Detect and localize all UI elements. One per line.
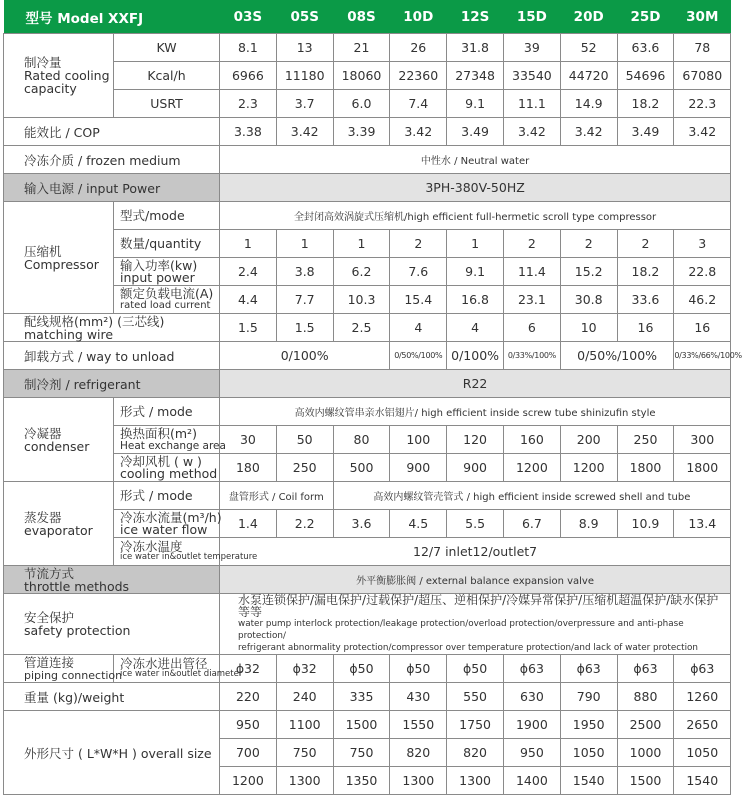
value-cell: 240 bbox=[276, 683, 333, 711]
value-cell: 16.8 bbox=[447, 286, 504, 314]
safety-label bbox=[4, 594, 220, 655]
value-cell: 180 bbox=[220, 454, 277, 482]
value-cell: 1800 bbox=[617, 454, 674, 482]
value-cell: 1300 bbox=[447, 767, 504, 795]
value-cell: 11.1 bbox=[503, 90, 560, 118]
throttle-row bbox=[4, 566, 731, 594]
value-cell: 30.8 bbox=[560, 286, 617, 314]
cooling-usrt-row bbox=[4, 90, 731, 118]
value-cell: 18.2 bbox=[617, 90, 674, 118]
value-cell: 2.2 bbox=[276, 510, 333, 538]
value-cell: 900 bbox=[390, 454, 447, 482]
value-cell: 750 bbox=[276, 739, 333, 767]
value-cell: 23.1 bbox=[503, 286, 560, 314]
safety-en-1: water pump interlock protection/leakage protection/overload protection/overpressure and anti-phase protection/ bbox=[238, 619, 684, 641]
value-cell: ϕ50 bbox=[447, 655, 504, 683]
cooling-kw-row bbox=[4, 34, 731, 62]
unload-value: 0/50%/100% bbox=[390, 342, 447, 370]
value-cell: 3.6 bbox=[333, 510, 390, 538]
value-cell: 10.3 bbox=[333, 286, 390, 314]
quantity-label: 数量/quantity bbox=[114, 230, 220, 258]
power-label: 输入电源 / input Power bbox=[4, 174, 220, 202]
label-en: piping connection bbox=[24, 668, 123, 682]
value-cell: 1350 bbox=[333, 767, 390, 795]
spec-table bbox=[3, 0, 742, 795]
value-cell: 1300 bbox=[276, 767, 333, 795]
value-cell: 1200 bbox=[503, 454, 560, 482]
condenser-mode-row bbox=[4, 398, 731, 426]
evaporator-label bbox=[4, 482, 114, 566]
compressor-input-row bbox=[4, 258, 731, 286]
value-cell: 1000 bbox=[617, 739, 674, 767]
label-en: input power bbox=[120, 269, 195, 285]
value-cell: 880 bbox=[617, 683, 674, 711]
current-label bbox=[114, 286, 220, 314]
flow-label bbox=[114, 510, 220, 538]
evaporator-flow-row bbox=[4, 510, 731, 538]
value-cell: 10.9 bbox=[617, 510, 674, 538]
condenser-label bbox=[4, 398, 114, 482]
value-cell: 250 bbox=[617, 426, 674, 454]
value-cell: 44720 bbox=[560, 62, 617, 90]
value-cell: 1.5 bbox=[220, 314, 277, 342]
compressor-quantity-row bbox=[4, 230, 731, 258]
label-en: safety protection bbox=[24, 623, 131, 638]
value-cell: 22.3 bbox=[674, 90, 731, 118]
wire-row bbox=[4, 314, 731, 342]
value-cell: 2 bbox=[503, 230, 560, 258]
value-cell: 1100 bbox=[276, 711, 333, 739]
compressor-current-row bbox=[4, 286, 731, 314]
value-cell: 2.5 bbox=[333, 314, 390, 342]
value-cell: 1200 bbox=[220, 767, 277, 795]
value-cell: 950 bbox=[503, 739, 560, 767]
safety-en-2: refrigerant abnormality protection/compressor over temperature protection/and lack of water protection bbox=[238, 643, 698, 653]
refrigerant-label: 制冷剂 / refrigerant bbox=[4, 370, 220, 398]
piping-label bbox=[4, 654, 123, 683]
value-cell: 10 bbox=[560, 314, 617, 342]
value-cell: 8.9 bbox=[560, 510, 617, 538]
value-cell: 3.42 bbox=[674, 118, 731, 146]
value-cell: 950 bbox=[220, 711, 277, 739]
medium-row bbox=[4, 146, 731, 174]
label-cn: 制冷量 bbox=[24, 55, 62, 70]
value-cell: 220 bbox=[220, 683, 277, 711]
unit-usrt: USRT bbox=[114, 90, 220, 118]
model-header: 10D bbox=[390, 0, 447, 34]
value-cell: 300 bbox=[674, 426, 731, 454]
label-en: matching wire bbox=[24, 326, 114, 342]
label-en: Heat exchange area bbox=[120, 439, 226, 452]
label-cn: 配线规格(mm²) (三芯线) bbox=[24, 313, 165, 329]
size-label: 外形尺寸 ( L*W*H ) overall size bbox=[4, 711, 220, 795]
model-header: 05S bbox=[276, 0, 333, 34]
value-cell: 250 bbox=[276, 454, 333, 482]
unload-value: 0/100% bbox=[220, 342, 390, 370]
condenser-mode-label: 形式 / mode bbox=[114, 398, 220, 426]
value-cell: 54696 bbox=[617, 62, 674, 90]
weight-label: 重量 (kg)/weight bbox=[4, 683, 220, 711]
safety-cn: 水泵连锁保护/漏电保护/过载保护/超压、逆相保护/冷媒异常保护/压缩机超温保护/缺水保护 等等 bbox=[238, 593, 719, 619]
value-cell: 3.42 bbox=[276, 118, 333, 146]
value-cell: 750 bbox=[333, 739, 390, 767]
label-en: Rated cooling capacity bbox=[24, 68, 110, 96]
value-cell: ϕ63 bbox=[617, 655, 674, 683]
evaporator-mode-row bbox=[4, 482, 731, 510]
evaporator-temp-row bbox=[4, 538, 731, 566]
unit-kw: KW bbox=[114, 34, 220, 62]
label-cn: 输入功率(kw) bbox=[120, 257, 198, 273]
value-cell: 3.42 bbox=[560, 118, 617, 146]
value-cell: 80 bbox=[333, 426, 390, 454]
condenser-fan-row bbox=[4, 454, 731, 482]
value-cell: 1.5 bbox=[276, 314, 333, 342]
label-cn: 冷冻水温度 bbox=[120, 539, 183, 554]
label-cn: 安全保护 bbox=[24, 610, 75, 625]
header-row bbox=[4, 0, 731, 34]
value-cell: 1 bbox=[333, 230, 390, 258]
cop-row bbox=[4, 118, 731, 146]
value-cell: 21 bbox=[333, 34, 390, 62]
model-header: 03S bbox=[220, 0, 277, 34]
value-cell: 1540 bbox=[674, 767, 731, 795]
value-cell: 31.8 bbox=[447, 34, 504, 62]
value-cell: 3.8 bbox=[276, 258, 333, 286]
label-cn: 冷冻水进出管径 bbox=[120, 656, 208, 671]
value-cell: 46.2 bbox=[674, 286, 731, 314]
wire-label bbox=[4, 314, 220, 342]
weight-row bbox=[4, 683, 731, 711]
value-cell: ϕ32 bbox=[276, 655, 333, 683]
value-cell: 1550 bbox=[390, 711, 447, 739]
value-cell: 15.4 bbox=[390, 286, 447, 314]
value-cell: 1200 bbox=[560, 454, 617, 482]
value-cell: 1050 bbox=[560, 739, 617, 767]
medium-value: 中性水 / Neutral water bbox=[220, 146, 731, 174]
value-cell: 3.39 bbox=[333, 118, 390, 146]
label-cn: 换热面积(m²) bbox=[120, 425, 197, 441]
label-en: ice water flow bbox=[120, 521, 208, 537]
compressor-label bbox=[4, 202, 114, 314]
value-cell: 820 bbox=[390, 739, 447, 767]
unload-value: 0/50%/100% bbox=[560, 342, 674, 370]
value-cell: 14.9 bbox=[560, 90, 617, 118]
value-cell: 2.3 bbox=[220, 90, 277, 118]
label-en: throttle methods bbox=[24, 578, 130, 594]
value-cell: 50 bbox=[276, 426, 333, 454]
value-cell: 1260 bbox=[674, 683, 731, 711]
fan-label bbox=[114, 454, 220, 482]
label-en: condenser bbox=[24, 438, 90, 454]
value-cell: 1950 bbox=[560, 711, 617, 739]
evaporator-mode-label: 形式 / mode bbox=[114, 482, 220, 510]
value-cell: 1900 bbox=[503, 711, 560, 739]
value-cell: 1 bbox=[276, 230, 333, 258]
label-cn: 冷却风机 ( w ) bbox=[120, 453, 202, 469]
model-header: 25D bbox=[617, 0, 674, 34]
safety-value bbox=[220, 594, 731, 655]
value-cell: 16 bbox=[674, 314, 731, 342]
value-cell: 1 bbox=[447, 230, 504, 258]
temp-value: 12/7 inlet12/outlet7 bbox=[220, 538, 731, 566]
value-cell: 1500 bbox=[617, 767, 674, 795]
value-cell: 4 bbox=[447, 314, 504, 342]
medium-label: 冷冻介质 / frozen medium bbox=[4, 146, 220, 174]
unload-row bbox=[4, 342, 731, 370]
safety-row bbox=[4, 594, 731, 655]
value-cell: 120 bbox=[447, 426, 504, 454]
value-cell: 1500 bbox=[333, 711, 390, 739]
value-cell: 63.6 bbox=[617, 34, 674, 62]
model-header: 20D bbox=[560, 0, 617, 34]
value-cell: 100 bbox=[390, 426, 447, 454]
unload-value: 0/33%/100% bbox=[503, 342, 560, 370]
evaporator-mode-value: 高效内螺纹管壳管式 / high efficient inside screwed shell and tube bbox=[333, 482, 731, 510]
value-cell: 160 bbox=[503, 426, 560, 454]
value-cell: 700 bbox=[220, 739, 277, 767]
value-cell: 550 bbox=[447, 683, 504, 711]
value-cell: 1050 bbox=[674, 739, 731, 767]
model-header: 08S bbox=[333, 0, 390, 34]
value-cell: 8.1 bbox=[220, 34, 277, 62]
value-cell: 335 bbox=[333, 683, 390, 711]
unit-kcal: Kcal/h bbox=[114, 62, 220, 90]
throttle-value: 外平衡膨胀阀 / external balance expansion valve bbox=[220, 566, 731, 594]
value-cell: 33.6 bbox=[617, 286, 674, 314]
unload-label: 卸载方式 / way to unload bbox=[4, 342, 220, 370]
value-cell: 52 bbox=[560, 34, 617, 62]
label-en: rated load current bbox=[120, 299, 211, 311]
value-cell: 11.4 bbox=[503, 258, 560, 286]
value-cell: 18060 bbox=[333, 62, 390, 90]
value-cell: 30 bbox=[220, 426, 277, 454]
value-cell: 6966 bbox=[220, 62, 277, 90]
label-en: cooling method bbox=[120, 465, 218, 481]
value-cell: 11180 bbox=[276, 62, 333, 90]
value-cell: 900 bbox=[447, 454, 504, 482]
value-cell: 22360 bbox=[390, 62, 447, 90]
value-cell: ϕ32 bbox=[220, 655, 277, 683]
value-cell: 18.2 bbox=[617, 258, 674, 286]
value-cell: 9.1 bbox=[447, 90, 504, 118]
cop-label: 能效比 / COP bbox=[4, 118, 220, 146]
value-cell: 1300 bbox=[390, 767, 447, 795]
input-power-label bbox=[114, 258, 220, 286]
power-value: 3PH-380V-50HZ bbox=[220, 174, 731, 202]
label-cn: 压缩机 bbox=[24, 243, 62, 259]
value-cell: 5.5 bbox=[447, 510, 504, 538]
label-cn: 额定负载电流(A) bbox=[120, 285, 214, 301]
label-en: ice water in&outlet diameter bbox=[120, 669, 243, 679]
value-cell: 4.5 bbox=[390, 510, 447, 538]
condenser-area-row bbox=[4, 426, 731, 454]
value-cell: 4.4 bbox=[220, 286, 277, 314]
value-cell: 6.0 bbox=[333, 90, 390, 118]
value-cell: 7.4 bbox=[390, 90, 447, 118]
value-cell: 1.4 bbox=[220, 510, 277, 538]
value-cell: 1800 bbox=[674, 454, 731, 482]
value-cell: 6.2 bbox=[333, 258, 390, 286]
piping-sub-label bbox=[114, 655, 243, 683]
value-cell: 820 bbox=[447, 739, 504, 767]
label-cn: 管道连接 bbox=[24, 654, 75, 670]
value-cell: 6 bbox=[503, 314, 560, 342]
cooling-kcal-row bbox=[4, 62, 731, 90]
value-cell: 3.7 bbox=[276, 90, 333, 118]
value-cell: 790 bbox=[560, 683, 617, 711]
compressor-mode-row bbox=[4, 202, 731, 230]
compressor-mode-value: 全封闭高效涡旋式压缩机/high efficient full-hermetic scroll type compressor bbox=[220, 202, 731, 230]
size-l-row bbox=[4, 711, 731, 739]
value-cell: 1750 bbox=[447, 711, 504, 739]
area-label bbox=[114, 425, 226, 454]
value-cell: 3.49 bbox=[617, 118, 674, 146]
model-header: 12S bbox=[447, 0, 504, 34]
value-cell: 1400 bbox=[503, 767, 560, 795]
value-cell: 16 bbox=[617, 314, 674, 342]
value-cell: 3.42 bbox=[503, 118, 560, 146]
value-cell: 630 bbox=[503, 683, 560, 711]
label-en: Compressor bbox=[24, 256, 99, 272]
value-cell: 9.1 bbox=[447, 258, 504, 286]
value-cell: 200 bbox=[560, 426, 617, 454]
value-cell: ϕ63 bbox=[503, 655, 560, 683]
value-cell: 2.4 bbox=[220, 258, 277, 286]
refrigerant-value: R22 bbox=[220, 370, 731, 398]
value-cell: 2 bbox=[560, 230, 617, 258]
value-cell: 4 bbox=[390, 314, 447, 342]
model-header: 30M bbox=[674, 0, 731, 34]
value-cell: 13 bbox=[276, 34, 333, 62]
value-cell: 27348 bbox=[447, 62, 504, 90]
value-cell: 430 bbox=[390, 683, 447, 711]
value-cell: 26 bbox=[390, 34, 447, 62]
value-cell: ϕ50 bbox=[390, 655, 447, 683]
value-cell: 2650 bbox=[674, 711, 731, 739]
unload-value: 0/33%/66%/100% bbox=[674, 342, 731, 370]
evaporator-mode-value: 盘管形式 / Coil form bbox=[220, 482, 334, 510]
power-row bbox=[4, 174, 731, 202]
unload-value: 0/100% bbox=[447, 342, 504, 370]
model-header: 15D bbox=[503, 0, 560, 34]
value-cell: 22.8 bbox=[674, 258, 731, 286]
value-cell: ϕ63 bbox=[560, 655, 617, 683]
label-en: ice water in&outlet temperature bbox=[120, 552, 258, 562]
value-cell: 2 bbox=[390, 230, 447, 258]
value-cell: 1 bbox=[220, 230, 277, 258]
value-cell: 3.49 bbox=[447, 118, 504, 146]
cooling-label bbox=[4, 34, 114, 118]
value-cell: 67080 bbox=[674, 62, 731, 90]
value-cell: 2 bbox=[617, 230, 674, 258]
value-cell: ϕ50 bbox=[333, 655, 390, 683]
label-cn: 冷冻水流量(m³/h) bbox=[120, 509, 222, 525]
value-cell: 6.7 bbox=[503, 510, 560, 538]
refrigerant-row bbox=[4, 370, 731, 398]
label-cn: 冷凝器 bbox=[24, 425, 62, 441]
value-cell: 15.2 bbox=[560, 258, 617, 286]
value-cell: 3 bbox=[674, 230, 731, 258]
value-cell: ϕ63 bbox=[674, 655, 731, 683]
value-cell: 39 bbox=[503, 34, 560, 62]
label-cn: 节流方式 bbox=[24, 565, 75, 581]
value-cell: 13.4 bbox=[674, 510, 731, 538]
value-cell: 500 bbox=[333, 454, 390, 482]
value-cell: 7.6 bbox=[390, 258, 447, 286]
condenser-mode-value: 高效内螺纹管串亲水铝翅片/ high efficient inside screw tube shinizufin style bbox=[220, 398, 731, 426]
value-cell: 1540 bbox=[560, 767, 617, 795]
throttle-label bbox=[4, 566, 220, 594]
piping-row bbox=[4, 655, 731, 683]
value-cell: 7.7 bbox=[276, 286, 333, 314]
label-en: evaporator bbox=[24, 522, 93, 538]
value-cell: 3.42 bbox=[390, 118, 447, 146]
compressor-mode-label: 型式/mode bbox=[114, 202, 220, 230]
value-cell: 78 bbox=[674, 34, 731, 62]
value-cell: 3.38 bbox=[220, 118, 277, 146]
label-cn: 蒸发器 bbox=[24, 509, 62, 525]
temp-label bbox=[114, 538, 258, 566]
value-cell: 2500 bbox=[617, 711, 674, 739]
model-title: 型号 Model XXFJ bbox=[4, 0, 220, 34]
value-cell: 33540 bbox=[503, 62, 560, 90]
